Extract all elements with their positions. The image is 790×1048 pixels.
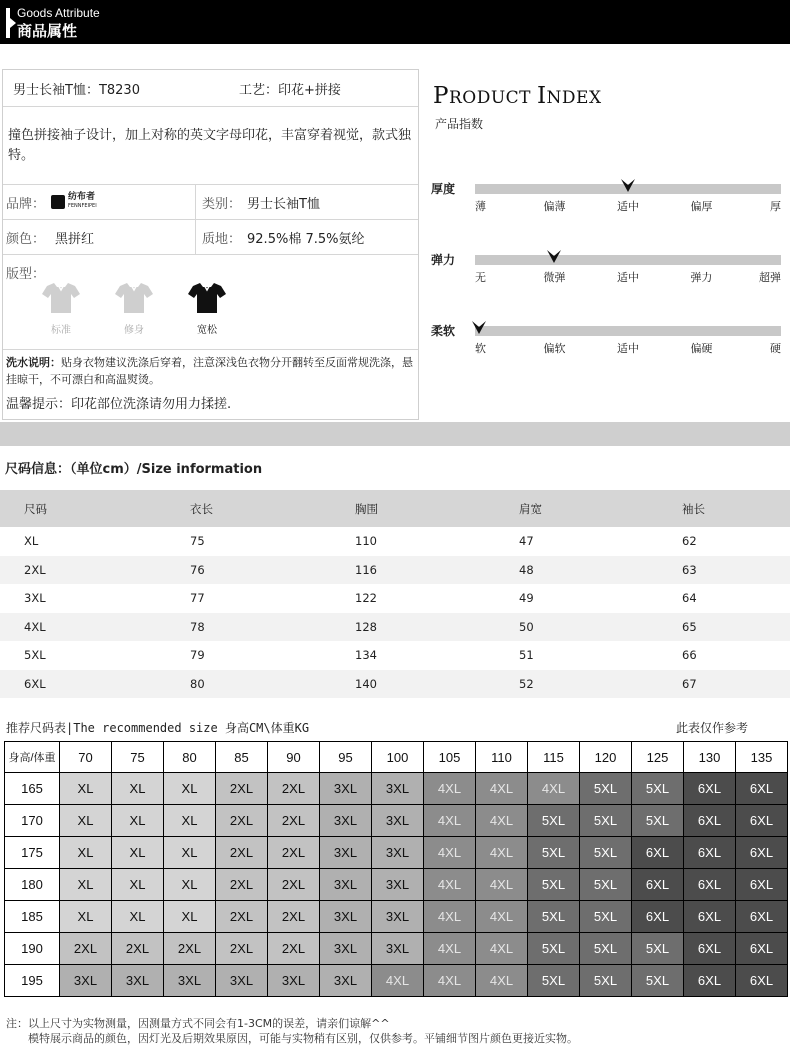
size-table-cell: 63 [682, 562, 697, 577]
recommend-size-cell: 2XL [216, 901, 268, 933]
recommend-size-cell: 3XL [216, 965, 268, 997]
brand-logo [51, 193, 97, 211]
height-header-cell: 175 [5, 837, 60, 869]
weight-header-cell: 85 [216, 742, 268, 773]
recommend-size-cell: 4XL [424, 773, 476, 805]
fit-label: 版型： [6, 267, 46, 282]
index-scale-label: 偏软 [543, 342, 566, 355]
wash-block [6, 354, 414, 388]
index-scale-label: 微弹 [543, 271, 566, 284]
recommend-size-cell: 5XL [580, 965, 632, 997]
recommend-size-cell: 6XL [632, 901, 684, 933]
brand-logo-text [68, 193, 97, 211]
recommend-size-cell: 5XL [580, 773, 632, 805]
size-table-header-cell: 袖长 [682, 501, 705, 516]
index-scale-label: 弹力 [690, 271, 713, 284]
height-header-cell: 185 [5, 901, 60, 933]
height-header-cell: 170 [5, 805, 60, 837]
tshirt-icon [114, 281, 154, 315]
recommend-size-cell: 3XL [320, 933, 372, 965]
wash-label: 洗水说明： [6, 356, 61, 369]
size-table-header-cell: 尺码 [24, 501, 47, 516]
recommend-size-cell: 2XL [112, 933, 164, 965]
category-label: 类别： [202, 196, 242, 212]
brand-logo-icon [51, 195, 65, 209]
recommend-size-cell: 5XL [632, 805, 684, 837]
recommend-size-cell: 3XL [268, 965, 320, 997]
recommend-size-cell: 2XL [216, 869, 268, 901]
index-scale-label: 薄 [475, 200, 486, 213]
size-table-cell: 78 [190, 619, 205, 634]
recommend-size-cell: 5XL [632, 933, 684, 965]
section-header [0, 0, 790, 44]
product-index-title [433, 83, 602, 109]
recommend-size-cell: XL [60, 901, 112, 933]
index-scale-name: 柔软 [431, 324, 456, 338]
recommend-size-cell: XL [112, 869, 164, 901]
product-craft: 工艺：印花+拼接 [239, 82, 341, 98]
tshirt-icon [41, 281, 81, 315]
recommend-size-cell: 6XL [632, 837, 684, 869]
recommend-size-cell: 2XL [164, 933, 216, 965]
recommend-size-cell: XL [112, 773, 164, 805]
pi-title-ndex: NDEX [546, 88, 602, 108]
size-table-row [0, 670, 790, 699]
recommend-row [5, 805, 788, 837]
index-scale-label: 超弹 [759, 271, 781, 284]
recommend-size-cell: XL [60, 869, 112, 901]
weight-header-cell: 120 [580, 742, 632, 773]
size-table-row [0, 613, 790, 642]
category-value: 男士长袖T恤 [247, 196, 320, 212]
weight-header-cell: 90 [268, 742, 320, 773]
tshirt-icon [187, 281, 227, 315]
info-row-wash [3, 350, 418, 420]
footnote-line1: 注：以上尺寸为实物测量，因测量方式不同会有1-3CM的误差，请亲们谅解^^ [6, 1017, 390, 1030]
gray-separator [0, 422, 790, 446]
footnote-line2: 模特展示商品的颜色，因灯光及后期效果原因，可能与实物稍有区别，仅供参考。平铺细节图片颜色更接近实物。 [28, 1032, 578, 1045]
recommend-size-grid [4, 741, 788, 997]
index-scale-label: 软 [475, 342, 486, 355]
weight-header-cell: 95 [320, 742, 372, 773]
color-label: 颜色： [6, 231, 46, 247]
product-info-table [2, 69, 419, 420]
cell-divider [195, 185, 196, 219]
size-table-row [0, 584, 790, 613]
recommend-size-cell: 6XL [684, 901, 736, 933]
recommend-size-cell: 5XL [580, 837, 632, 869]
size-table-cell: 128 [355, 619, 377, 634]
recommend-size-cell: 4XL [476, 933, 528, 965]
size-table-cell: XL [24, 534, 39, 549]
height-header-cell: 195 [5, 965, 60, 997]
recommend-size-cell: 3XL [320, 805, 372, 837]
recommend-size-cell: 6XL [684, 933, 736, 965]
recommend-corner: 身高/体重 [5, 742, 60, 773]
recommend-size-cell: 3XL [372, 837, 424, 869]
size-table-cell: 48 [519, 562, 534, 577]
recommend-size-cell: 5XL [632, 965, 684, 997]
recommend-size-cell: 5XL [528, 965, 580, 997]
size-table [0, 490, 790, 698]
index-scale-label: 无 [475, 271, 486, 284]
recommend-size-cell: 5XL [528, 869, 580, 901]
size-table-cell: 2XL [24, 562, 46, 577]
weight-header-cell: 135 [736, 742, 788, 773]
size-table-cell: 66 [682, 648, 697, 663]
info-row-fit [3, 255, 418, 350]
size-table-cell: 76 [190, 562, 205, 577]
size-table-cell: 67 [682, 676, 697, 691]
recommend-size-cell: 4XL [476, 965, 528, 997]
brand-label: 品牌： [6, 196, 46, 212]
size-table-cell: 52 [519, 676, 534, 691]
index-scale-label: 适中 [617, 342, 639, 355]
recommend-size-cell: 3XL [320, 901, 372, 933]
fit-option-label: 标准 [51, 325, 71, 336]
fit-option-3 [181, 281, 233, 336]
fit-option-label: 修身 [124, 325, 144, 336]
size-table-cell: 5XL [24, 648, 46, 663]
recommend-size-cell: XL [112, 901, 164, 933]
recommend-size-cell: 6XL [736, 773, 788, 805]
recommend-size-cell: 6XL [736, 805, 788, 837]
brand-name: 纺布者 [68, 192, 96, 202]
recommend-size-cell: 4XL [424, 901, 476, 933]
size-table-cell: 80 [190, 676, 205, 691]
recommend-size-cell: 4XL [424, 805, 476, 837]
recommend-size-cell: 6XL [736, 837, 788, 869]
recommend-row [5, 933, 788, 965]
weight-header-cell: 110 [476, 742, 528, 773]
size-table-cell: 49 [519, 591, 534, 606]
recommend-size-cell: 4XL [424, 933, 476, 965]
recommend-size-cell: XL [60, 805, 112, 837]
height-header-cell: 180 [5, 869, 60, 901]
size-table-cell: 134 [355, 648, 377, 663]
recommend-size-cell: 6XL [736, 965, 788, 997]
index-scale-label: 偏厚 [690, 200, 713, 213]
recommend-size-cell: 2XL [268, 805, 320, 837]
size-table-header [0, 490, 790, 527]
recommend-size-cell: 4XL [528, 773, 580, 805]
index-scale-bar [475, 326, 781, 336]
size-table-cell: 62 [682, 534, 697, 549]
recommend-size-cell: 4XL [476, 805, 528, 837]
size-table-cell: 140 [355, 676, 377, 691]
size-table-cell: 47 [519, 534, 534, 549]
recommend-size-cell: 6XL [736, 901, 788, 933]
recommend-size-cell: XL [164, 901, 216, 933]
size-table-cell: 79 [190, 648, 205, 663]
recommend-size-cell: 2XL [268, 901, 320, 933]
color-value: 黑拼红 [55, 231, 95, 247]
recommend-size-cell: 5XL [580, 805, 632, 837]
pi-title-roduct: RODUCT [448, 88, 537, 108]
height-header-cell: 190 [5, 933, 60, 965]
recommend-size-cell: 2XL [268, 773, 320, 805]
recommend-size-cell: 3XL [372, 805, 424, 837]
product-name: 男士长袖T恤：T8230 [13, 82, 140, 98]
index-scale-label: 适中 [617, 200, 639, 213]
recommend-size-cell: 2XL [216, 837, 268, 869]
recommend-size-cell: 2XL [268, 933, 320, 965]
recommend-size-cell: 4XL [476, 837, 528, 869]
cell-divider [195, 220, 196, 254]
recommend-size-cell: 5XL [580, 901, 632, 933]
index-scale-label: 偏薄 [543, 200, 566, 213]
index-scale-name: 弹力 [431, 253, 456, 267]
recommend-size-cell: 6XL [684, 869, 736, 901]
recommend-row [5, 901, 788, 933]
recommend-header-row [5, 742, 788, 773]
weight-header-cell: 105 [424, 742, 476, 773]
recommend-size-cell: XL [60, 837, 112, 869]
recommend-size-cell: 6XL [684, 805, 736, 837]
recommend-size-cell: 4XL [424, 869, 476, 901]
header-title-cn: 商品属性 [17, 22, 78, 40]
size-table-cell: 3XL [24, 591, 46, 606]
recommend-note: 此表仅作参考 [676, 721, 749, 735]
product-description: 撞色拼接袖子设计，加上对称的英文字母印花，丰富穿着视觉，款式独特。 [8, 127, 412, 163]
info-row-brand [3, 185, 418, 220]
size-table-row [0, 556, 790, 585]
pointer-icon [547, 249, 561, 268]
pointer-icon [472, 320, 486, 339]
recommend-size-cell: 2XL [60, 933, 112, 965]
fit-option-2 [108, 281, 160, 336]
recommend-size-cell: XL [164, 837, 216, 869]
weight-header-cell: 75 [112, 742, 164, 773]
recommend-size-cell: 2XL [268, 837, 320, 869]
info-row-description [3, 107, 418, 185]
recommend-size-cell: 3XL [320, 869, 372, 901]
footnote [6, 1016, 578, 1046]
recommend-size-cell: 6XL [684, 965, 736, 997]
recommend-size-cell: 4XL [372, 965, 424, 997]
recommend-size-cell: 3XL [372, 901, 424, 933]
size-table-cell: 122 [355, 591, 377, 606]
header-title-en: Goods Attribute [17, 6, 100, 20]
recommend-size-cell: 5XL [528, 901, 580, 933]
size-table-cell: 64 [682, 591, 697, 606]
recommend-size-cell: 3XL [320, 773, 372, 805]
index-scale-label: 硬 [770, 342, 781, 355]
recommend-size-cell: 6XL [632, 869, 684, 901]
height-header-cell: 165 [5, 773, 60, 805]
brand-sub: FENNFEIPEI [68, 203, 97, 209]
size-table-header-cell: 衣长 [190, 501, 213, 516]
recommend-size-cell: 3XL [372, 933, 424, 965]
recommend-size-cell: 6XL [736, 869, 788, 901]
pi-title-p: P [433, 83, 449, 109]
recommend-size-cell: 3XL [320, 965, 372, 997]
recommend-size-cell: XL [164, 773, 216, 805]
size-info-title: 尺码信息：（单位cm）/Size information [5, 462, 263, 477]
weight-header-cell: 130 [684, 742, 736, 773]
recommend-size-cell: 3XL [372, 773, 424, 805]
recommend-row [5, 965, 788, 997]
recommend-size-cell: 3XL [112, 965, 164, 997]
size-table-cell: 50 [519, 619, 534, 634]
recommend-size-cell: 2XL [268, 869, 320, 901]
recommend-size-cell: XL [164, 869, 216, 901]
recommend-size-cell: 4XL [424, 837, 476, 869]
recommend-size-cell: 3XL [320, 837, 372, 869]
recommend-size-cell: 4XL [476, 901, 528, 933]
recommend-size-cell: XL [112, 805, 164, 837]
recommend-size-cell: 6XL [684, 773, 736, 805]
index-scale-bar [475, 255, 781, 265]
recommend-size-cell: 3XL [164, 965, 216, 997]
size-table-header-cell: 胸围 [355, 501, 378, 516]
size-table-row [0, 527, 790, 556]
size-table-cell: 51 [519, 648, 534, 663]
wash-text: 贴身衣物建议洗涤后穿着，注意深浅色衣物分开翻转至反面常规洗涤，悬挂晾干，不可漂白和高温熨烫。 [6, 356, 413, 386]
weight-header-cell: 115 [528, 742, 580, 773]
recommend-size-cell: 6XL [736, 933, 788, 965]
weight-header-cell: 80 [164, 742, 216, 773]
fit-option-label: 宽松 [197, 325, 217, 336]
recommend-size-cell: 5XL [528, 933, 580, 965]
index-scale-label: 厚 [770, 200, 781, 213]
size-table-cell: 77 [190, 591, 205, 606]
size-table-header-cell: 肩宽 [519, 501, 542, 516]
recommend-size-cell: 5XL [528, 805, 580, 837]
recommend-row [5, 773, 788, 805]
recommend-size-cell: 6XL [684, 837, 736, 869]
size-table-cell: 110 [355, 534, 377, 549]
recommend-size-cell: 3XL [372, 869, 424, 901]
recommend-size-cell: XL [60, 773, 112, 805]
size-table-cell: 75 [190, 534, 205, 549]
index-scale-label: 偏硬 [690, 342, 713, 355]
size-table-cell: 6XL [24, 676, 46, 691]
index-scale-label: 适中 [617, 271, 639, 284]
size-table-row [0, 641, 790, 670]
recommend-size-cell: 5XL [632, 773, 684, 805]
recommend-size-cell: 4XL [424, 965, 476, 997]
care-tip: 温馨提示：印花部位洗涤请勿用力揉搓. [6, 397, 232, 412]
recommend-size-cell: XL [164, 805, 216, 837]
recommend-size-cell: 5XL [580, 933, 632, 965]
recommend-size-cell: 2XL [216, 933, 268, 965]
material-label: 质地： [202, 231, 242, 247]
recommend-size-cell: 5XL [580, 869, 632, 901]
pi-title-i: I [536, 83, 547, 109]
material-value: 92.5%棉 7.5%氨纶 [247, 231, 365, 247]
info-row-product [3, 70, 418, 107]
brand-cell [6, 185, 97, 219]
recommend-size-cell: 4XL [476, 773, 528, 805]
recommend-size-cell: 2XL [216, 773, 268, 805]
info-row-color [3, 220, 418, 255]
size-table-cell: 4XL [24, 619, 46, 634]
product-index-subtitle: 产品指数 [435, 117, 484, 131]
header-marker [6, 8, 10, 38]
recommend-row [5, 837, 788, 869]
size-table-cell: 65 [682, 619, 697, 634]
weight-header-cell: 70 [60, 742, 112, 773]
recommend-size-cell: 5XL [528, 837, 580, 869]
weight-header-cell: 100 [372, 742, 424, 773]
pointer-icon [621, 178, 635, 197]
recommend-size-cell: XL [112, 837, 164, 869]
recommend-title: 推荐尺码表|The recommended size 身高CM\体重KG [6, 721, 310, 735]
recommend-size-cell: 2XL [216, 805, 268, 837]
recommend-row [5, 869, 788, 901]
index-scale-name: 厚度 [431, 182, 456, 196]
weight-header-cell: 125 [632, 742, 684, 773]
size-table-cell: 116 [355, 562, 377, 577]
recommend-size-cell: 3XL [60, 965, 112, 997]
fit-option-1 [35, 281, 87, 336]
recommend-size-cell: 4XL [476, 869, 528, 901]
